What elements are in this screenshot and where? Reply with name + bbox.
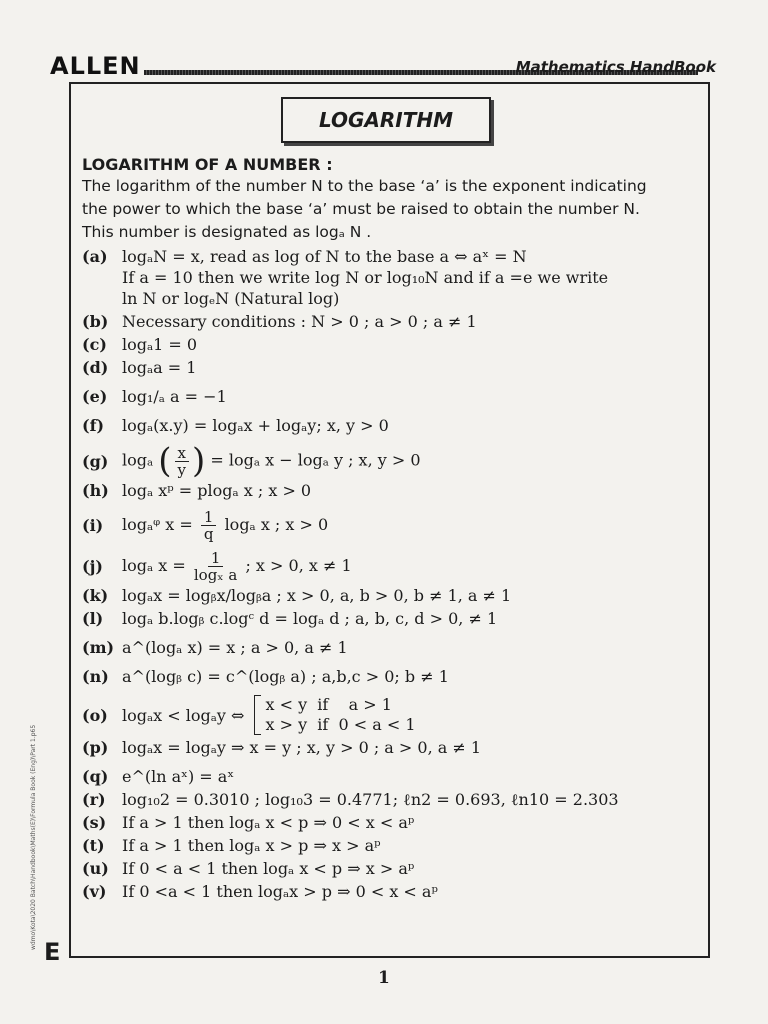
g-paren: ( $\frac{x}{y}$ ) [158, 441, 206, 481]
o-lhs: logₐx < logₐy ⇔ [122, 705, 245, 725]
list-item [82, 441, 702, 481]
list-item [82, 637, 702, 658]
g-prefix: logₐ [122, 450, 154, 470]
item-label: (p) [82, 738, 109, 757]
item-label: (c) [82, 335, 107, 354]
item-label: (h) [82, 481, 109, 500]
item-n-formula [122, 666, 702, 687]
item-label: (m) [82, 638, 115, 657]
item-label: (r) [82, 790, 106, 809]
i-numerator: 1 [201, 509, 217, 526]
item-text: logₐ b.logᵦ c.logᶜ d = logₐ d ; a, b, c, d > 0, ≠ 1 [122, 609, 498, 628]
i-rest: logₐ x ; x > 0 [224, 515, 329, 534]
item-label: (b) [82, 312, 109, 331]
item-text: If 0 <a < 1 then logₐx > p ⇒ 0 < x < aᵖ [122, 882, 438, 901]
list-item [82, 608, 702, 629]
item-label: (s) [82, 813, 107, 832]
item-label: (j) [82, 557, 103, 576]
o-cases [254, 695, 415, 735]
item-label: (e) [82, 387, 108, 406]
q-rest: = aˣ [199, 767, 235, 786]
item-text: log₁/ₐ a = −1 [122, 387, 227, 406]
item-text: If a > 1 then logₐ x > p ⇒ x > aᵖ [122, 836, 381, 855]
list-item [82, 766, 702, 787]
item-a-line-2: If a = 10 then we write log N or log₁₀N and if a =e we write [122, 268, 609, 287]
g-numerator: x [175, 445, 189, 462]
item-i-formula [122, 509, 702, 542]
list-item [82, 246, 702, 267]
intro-line-2: the power to which the base ‘a’ must be raised to obtain the number N. [82, 200, 640, 218]
list-item [82, 881, 702, 902]
o-case-1: x < y if a > 1 [265, 695, 392, 714]
item-label: (q) [82, 767, 109, 786]
item-label: (i) [82, 516, 104, 535]
g-rest: = logₐ x − logₐ y ; x, y > 0 [210, 450, 421, 470]
section-heading: LOGARITHM OF A NUMBER : [82, 155, 333, 174]
item-label: (f) [82, 416, 105, 435]
item-label: (a) [82, 247, 108, 266]
list-item [82, 550, 702, 583]
intro-paragraph [82, 175, 702, 244]
list-item [82, 789, 702, 810]
item-label: (v) [82, 882, 107, 901]
item-text: If 0 < a < 1 then logₐ x < p ⇒ x > aᵖ [122, 859, 415, 878]
item-text: logₐx = logᵦx/logᵦa ; x > 0, a, b > 0, b ≠ 1, a ≠ 1 [122, 586, 512, 605]
o-case-2: x > y if 0 < a < 1 [265, 715, 416, 734]
item-text: logₐx = logₐy ⇒ x = y ; x, y > 0 ; a > 0, a ≠ 1 [122, 738, 482, 757]
item-label: (n) [82, 667, 109, 686]
list-item [82, 311, 702, 332]
handbook-title: Mathematics HandBook [515, 58, 716, 76]
item-text: logₐ(x.y) = logₐx + logₐy; x, y > 0 [122, 416, 389, 435]
list-item [82, 480, 702, 501]
list-item [82, 835, 702, 856]
item-text: logₐ1 = 0 [122, 335, 198, 354]
i-denominator: q [203, 525, 214, 543]
list-item [82, 386, 702, 407]
list-item [82, 858, 702, 879]
item-j-formula [122, 550, 702, 583]
item-label: (u) [82, 859, 109, 878]
list-item [82, 737, 702, 758]
page-title: LOGARITHM [318, 108, 454, 132]
item-text: logₐ xᵖ = plogₐ x ; x > 0 [122, 481, 312, 500]
list-item [82, 415, 702, 436]
title-box [281, 97, 491, 143]
n-expr: a^(logᵦ c) = c^(logᵦ a) [122, 667, 307, 686]
item-label: (k) [82, 586, 109, 605]
list-item [82, 357, 702, 378]
item-text: logₐa = 1 [122, 358, 197, 377]
list-item [82, 666, 702, 687]
m-rest: = x ; a > 0, a ≠ 1 [207, 638, 348, 657]
intro-line-3: This number is designated as logₐ N . [82, 223, 372, 241]
side-file-path: wdmo\Kota\2020 Batch\Handbook\Maths(E)\Formula Book (Eng)\Part 1.p65 [30, 724, 37, 950]
j-prefix: logₐ x = [122, 556, 186, 575]
item-text: If a > 1 then logₐ x < p ⇒ 0 < x < aᵖ [122, 813, 415, 832]
list-item [82, 585, 702, 606]
item-label: (o) [82, 705, 108, 725]
list-item [82, 812, 702, 833]
g-denominator: y [177, 460, 186, 479]
item-a-line-3: ln N or logₑN (Natural log) [122, 289, 340, 308]
side-letter: E [44, 938, 61, 966]
item-label: (t) [82, 836, 105, 855]
j-numerator: 1 [208, 550, 224, 567]
brand-logo: ALLEN [50, 52, 141, 80]
n-rest: ; a,b,c > 0; b ≠ 1 [311, 667, 449, 686]
item-g-formula [122, 441, 702, 481]
item-q-formula [122, 766, 702, 787]
item-text: log₁₀2 = 0.3010 ; log₁₀3 = 0.4771; ℓn2 = 0.693, ℓn10 = 2.303 [122, 790, 619, 809]
item-label: (d) [82, 358, 109, 377]
list-item [82, 334, 702, 355]
item-m-formula [122, 637, 702, 658]
item-label: (l) [82, 609, 104, 628]
page-number: 1 [378, 968, 390, 988]
item-label: (g) [82, 451, 109, 471]
item-o-formula [122, 695, 702, 735]
j-denominator: logₓ a [193, 566, 238, 584]
content [82, 150, 702, 902]
list-item [82, 509, 702, 542]
item-text: logₐN = x, read as log of N to the base a ⇔ aˣ = N [122, 247, 527, 266]
list-item [82, 695, 702, 735]
item-text: Necessary conditions : N > 0 ; a > 0 ; a ≠ 1 [122, 312, 477, 331]
q-expr: e^(ln aˣ) [122, 767, 195, 786]
intro-line-1: The logarithm of the number N to the base ‘a’ is the exponent indicating [82, 177, 647, 195]
m-expr: a^(logₐ x) [122, 638, 203, 657]
j-rest: ; x > 0, x ≠ 1 [245, 556, 352, 575]
i-prefix: logₐᵠ x = [122, 515, 193, 534]
